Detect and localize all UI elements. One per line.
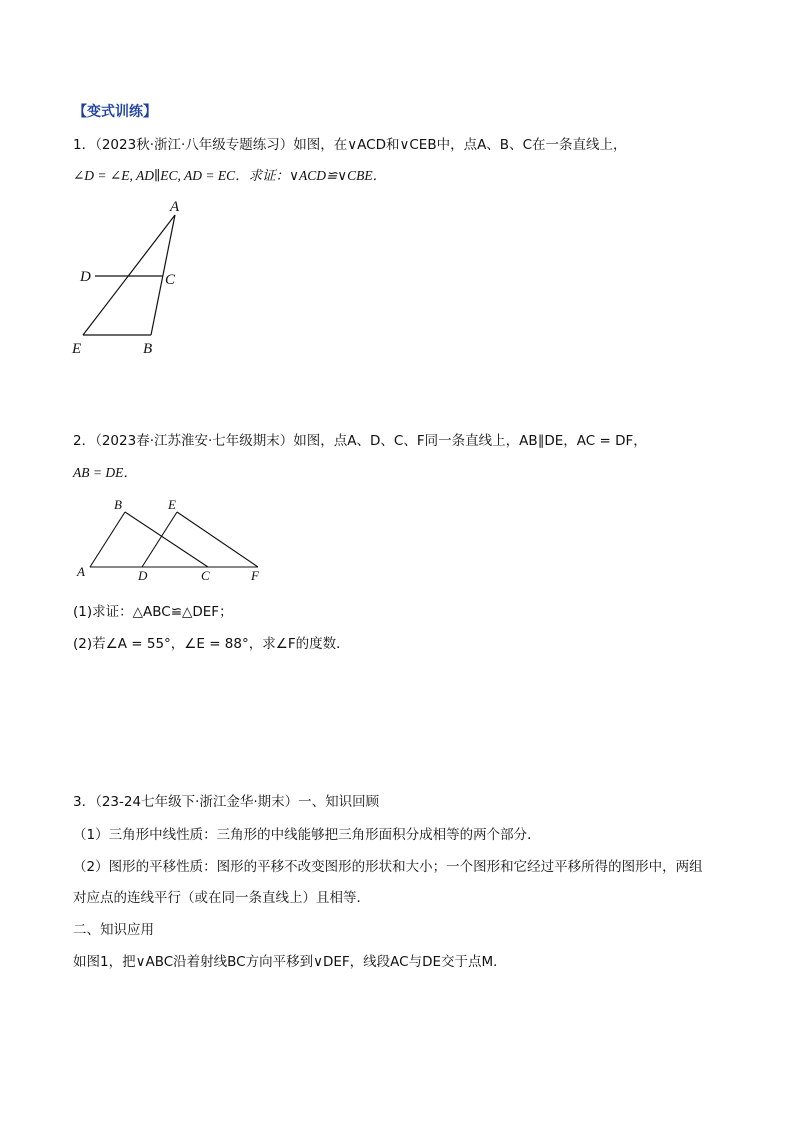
q2-label-E: E <box>168 497 176 512</box>
q3-point1: （1）三角形中线性质：三角形的中线能够把三角形面积分成相等的两个部分． <box>73 827 541 843</box>
q2-label-D: D <box>138 568 148 583</box>
q2-label-C: C <box>201 568 210 583</box>
q1-stem-line2: ∠D = ∠E, AD∥EC, AD = EC．求证：∨ACD≌∨CBE． <box>73 168 387 183</box>
q2-figure <box>70 495 270 590</box>
q2-segment-AB <box>90 512 125 567</box>
q1-label-A: A <box>170 199 180 215</box>
q2-label-F: F <box>251 568 259 583</box>
q3-point2-line2: 对应点的连线平行（或在同一条直线上）且相等． <box>73 890 370 906</box>
q1-label-D: D <box>80 269 91 285</box>
q1-stem-line1: 1．（2023秋·浙江·八年级专题练习）如图，在∨ACD和∨CEB中，点A、B、C在一条直线上， <box>73 137 627 153</box>
q1-label-C: C <box>165 272 176 288</box>
q2-stem-line2: AB = DE． <box>73 465 137 480</box>
q2-segment-EF <box>177 512 258 567</box>
q2-label-A: A <box>77 564 85 579</box>
q2-stem-line1: 2．（2023春·江苏淮安·七年级期末）如图，点A、D、C、F同一条直线上，AB∥DE，AC = DF， <box>73 433 647 449</box>
q2-part2: (2)若∠A = 55°，∠E = 88°，求∠F的度数． <box>73 636 350 652</box>
q3-section2-heading: 二、知识应用 <box>73 922 154 938</box>
q2-label-B: B <box>114 497 122 512</box>
q1-segment-AE <box>83 215 175 335</box>
q1-label-B: B <box>143 341 153 357</box>
q2-segment-BC <box>125 512 208 567</box>
section-heading: 【变式训练】 <box>73 104 157 120</box>
q2-segment-DE <box>142 512 177 567</box>
q3-point2-line1: （2）图形的平移性质：图形的平移不改变图形的形状和大小；一个图形和它经过平移所得的图形中，两组 <box>73 859 703 875</box>
q1-figure <box>70 195 190 360</box>
q2-part1: (1)求证：△ABC≌△DEF； <box>73 604 233 620</box>
q1-label-E: E <box>72 341 82 357</box>
q3-application: 如图1，把∨ABC沿着射线BC方向平移到∨DEF，线段AC与DE交于点M． <box>73 954 507 970</box>
q3-stem-line1: 3．（23-24七年级下·浙江金华·期末）一、知识回顾 <box>73 794 380 810</box>
